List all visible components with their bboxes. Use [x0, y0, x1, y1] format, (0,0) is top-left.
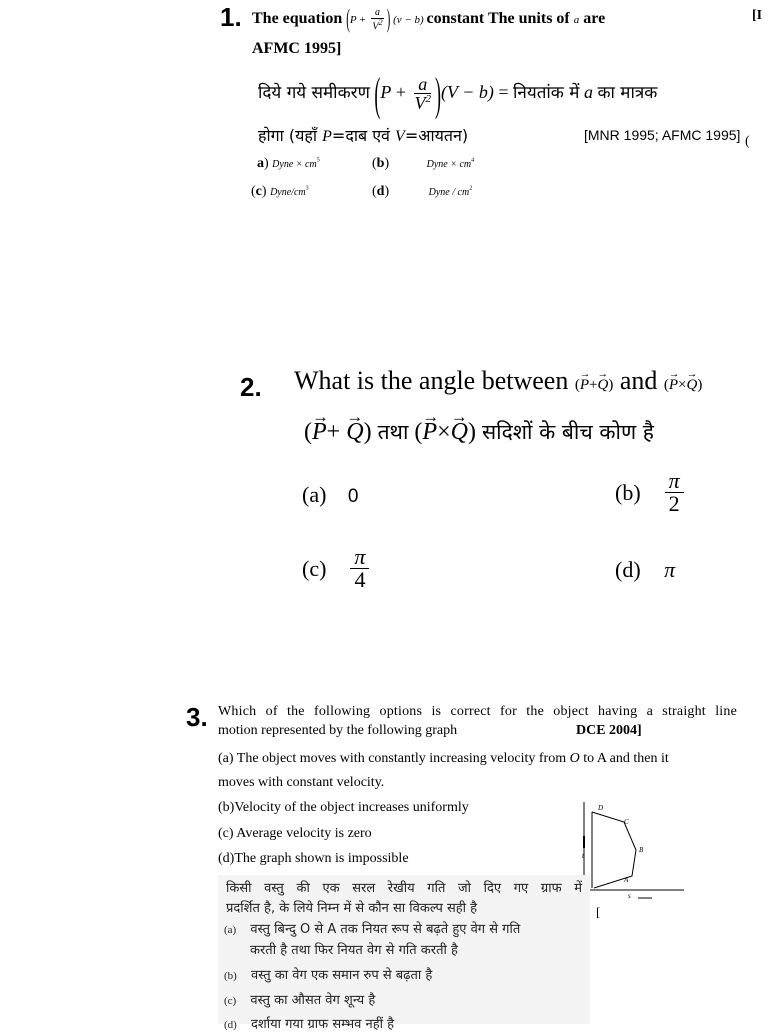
q1-hindi-pre: दिये गये समीकरण	[258, 83, 370, 103]
q2-option-a-value: 0	[347, 486, 359, 507]
q3-option-d[interactable]: (d)The graph shown is impossible	[218, 851, 409, 866]
q3-option-a-line1-end: to A and then it	[583, 751, 669, 766]
q1-option-b-sup: 4	[471, 157, 475, 164]
q2-option-c-label: (c)	[302, 555, 327, 581]
graph-label-t: t	[582, 852, 584, 860]
q3-hindi-d-label: (d)	[224, 1019, 237, 1031]
q1-english-stem	[252, 4, 605, 35]
q3-hindi-d-text: दर्शाया गया ग्राफ सम्भव नहीं है	[250, 1017, 395, 1032]
q1-option-c-text: Dyne/cm	[270, 187, 306, 198]
q1-equation: (P + $\frac{a}{V^2}$ ) (v − b)	[346, 6, 424, 35]
q2-english-pre: What is the angle between	[294, 366, 569, 395]
q2-plus: +	[326, 419, 341, 445]
q2-option-b-num: π	[665, 470, 684, 493]
q1-hindi-var: a	[583, 82, 593, 102]
q1-option-d-sup: 2	[469, 185, 473, 192]
q2-english-stem	[294, 366, 702, 396]
q1-source-cut: [I	[752, 8, 763, 23]
q3-graph	[576, 800, 688, 904]
q2-hindi-sum: (→ P+ → Q)	[304, 419, 372, 445]
q3-option-c[interactable]: (c) Average velocity is zero	[218, 826, 372, 841]
q2-vec-q: → Q	[687, 377, 698, 394]
q3-hindi-a-line2: करती है तथा फिर नियत वेग से गति करती है	[250, 943, 458, 958]
q2-option-b[interactable]	[615, 470, 684, 515]
q1-option-a-label: a	[257, 156, 264, 171]
q1-hindi-v: V	[395, 128, 405, 145]
q2-option-a-label: (a)	[302, 482, 327, 507]
q1-option-c-label: c	[255, 184, 262, 199]
q3-stem-line1: Which of the following options is correct for the object having a straight line	[218, 704, 737, 719]
q1-hindi-vol: =आयतन)	[404, 126, 469, 145]
q1-english-post: constant The units of	[426, 10, 570, 27]
q3-hindi-stem1: किसी वस्तु की एक सरल रेखीय गति जो दिए गए ग्राफ में	[226, 881, 582, 896]
q1-source-line: AFMC 1995]	[252, 40, 342, 57]
q1-option-d-label: d	[376, 184, 385, 199]
question-number: 3.	[186, 702, 208, 732]
q2-vec-q: → Q	[451, 419, 468, 446]
q2-option-c-den: 4	[354, 567, 366, 592]
q2-vec-p: → P	[580, 377, 589, 394]
q1-hindi-source: [MNR 1995; AFMC 1995]	[584, 127, 741, 143]
q3-option-a-line2: moves with constant velocity.	[218, 775, 385, 790]
q1-option-b[interactable]: (b) Dyne × $cm^4$	[372, 156, 475, 171]
q1-option-c-sup: 3	[305, 185, 309, 192]
q2-option-c[interactable]	[302, 546, 369, 591]
q2-hindi-stem	[304, 418, 654, 446]
q3-hindi-option-a[interactable]	[224, 919, 520, 937]
q1-option-b-label: b	[376, 156, 385, 171]
q2-option-d-label: (d)	[615, 557, 641, 582]
q3-option-a[interactable]	[218, 751, 669, 767]
q2-vec-q: → Q	[346, 419, 363, 446]
q2-vec-q: → Q	[597, 377, 608, 394]
graph-label-s: s	[628, 892, 631, 900]
q2-option-b-den: 2	[668, 491, 680, 516]
graph-label-c: C	[624, 818, 629, 826]
q2-option-b-frac	[665, 470, 684, 515]
q3-hindi-option-b[interactable]	[224, 965, 432, 983]
q3-hindi-a-label: (a)	[224, 924, 237, 936]
q3-option-a-line1: (a) The object moves with constantly increasing velocity from	[218, 751, 567, 766]
question-number: 2.	[240, 372, 262, 402]
q2-vec-p: → P	[669, 377, 678, 394]
q2-hindi-post: सदिशों के बीच कोण है	[481, 420, 654, 444]
q1-option-c[interactable]: (c) Dyne/$cm^3$	[251, 184, 309, 199]
q3-hindi-c-label: (c)	[224, 995, 237, 1007]
q3-option-b[interactable]: (b)Velocity of the object increases uniformly	[218, 800, 469, 815]
q1-option-d[interactable]: (d) Dyne / $cm^2$	[372, 184, 473, 199]
q3-hindi-option-c[interactable]	[224, 990, 375, 1008]
q2-option-b-label: (b)	[615, 479, 641, 505]
q1-hindi-pres: =दाब एवं	[331, 126, 390, 145]
q1-option-a-sup: 5	[316, 157, 320, 164]
q2-expr-cross: (→ P×→ Q)	[664, 377, 702, 393]
q1-english-pre: The equation	[252, 10, 343, 27]
q2-option-d[interactable]	[615, 557, 675, 583]
q1-hindi-p: P	[322, 128, 332, 145]
q2-expr-sum: (→ P+→ Q)	[575, 377, 613, 393]
q2-vec-p: → P	[312, 419, 327, 446]
graph-curve	[592, 812, 636, 888]
graph-label-d: D	[598, 804, 604, 812]
q2-option-a[interactable]	[302, 482, 359, 508]
q1-hindi-line2-pre: होगा (यहाँ	[258, 126, 318, 145]
q1-option-a[interactable]: a) Dyne × $cm^5$	[257, 156, 320, 171]
q2-english-and: and	[619, 366, 658, 395]
q3-hindi-stem2: प्रदर्शित है, के लिये निम्न में से कौन सा विकल्प सही है	[226, 901, 478, 916]
q3-source: DCE 2004]	[576, 723, 642, 738]
q1-option-a-text: Dyne × cm	[272, 159, 317, 170]
q1-hindi-end: का मात्रक	[597, 83, 658, 103]
question-number: 1.	[220, 2, 242, 32]
q1-english-end: are	[583, 10, 606, 27]
q1-option-d-text: Dyne / cm	[428, 187, 470, 198]
q3-hindi-c-text: वस्तु का औसत वेग शून्य है	[250, 993, 376, 1008]
q2-times: ×	[678, 377, 687, 393]
q1-hindi-stem	[258, 62, 657, 124]
q1-hindi-equation: (P + $\frac{a}{V^2}$ )(V − b)	[374, 67, 494, 120]
q2-option-d-value: π	[664, 557, 676, 582]
q2-times: ×	[437, 419, 451, 445]
q2-option-c-frac	[350, 546, 369, 591]
q1-stray-paren: (	[745, 134, 750, 149]
graph-label-a: A	[624, 876, 629, 884]
q2-hindi-cross: (→ P×→ Q)	[414, 419, 476, 445]
q3-option-a-o: O	[569, 751, 580, 766]
q3-hindi-b-label: (b)	[224, 970, 237, 982]
q2-plus: +	[589, 377, 598, 393]
q1-hindi-post: नियतांक में	[513, 83, 580, 103]
q2-option-c-num: π	[350, 546, 369, 569]
q3-hindi-option-d[interactable]	[224, 1014, 394, 1032]
q3-hindi-b-text: वस्तु का वेग एक समान रुप से बढ़ता है	[250, 968, 433, 983]
q1-option-b-text: Dyne × cm	[426, 159, 472, 170]
q3-bracket: [	[596, 904, 601, 919]
q1-hindi-eq: =	[498, 82, 509, 102]
q3-hindi-a-line1: वस्तु बिन्दु O से A तक नियत रूप से बढ़ते हुए वेग से गति	[250, 922, 521, 937]
q1-hindi-line2	[258, 124, 468, 146]
graph-label-b: B	[639, 846, 644, 854]
q3-stem-line2: motion represented by the following graph	[218, 723, 458, 738]
q2-vec-p: → P	[422, 419, 437, 446]
q2-hindi-tatha: तथा	[377, 420, 409, 444]
q1-var-a: a	[573, 14, 580, 26]
